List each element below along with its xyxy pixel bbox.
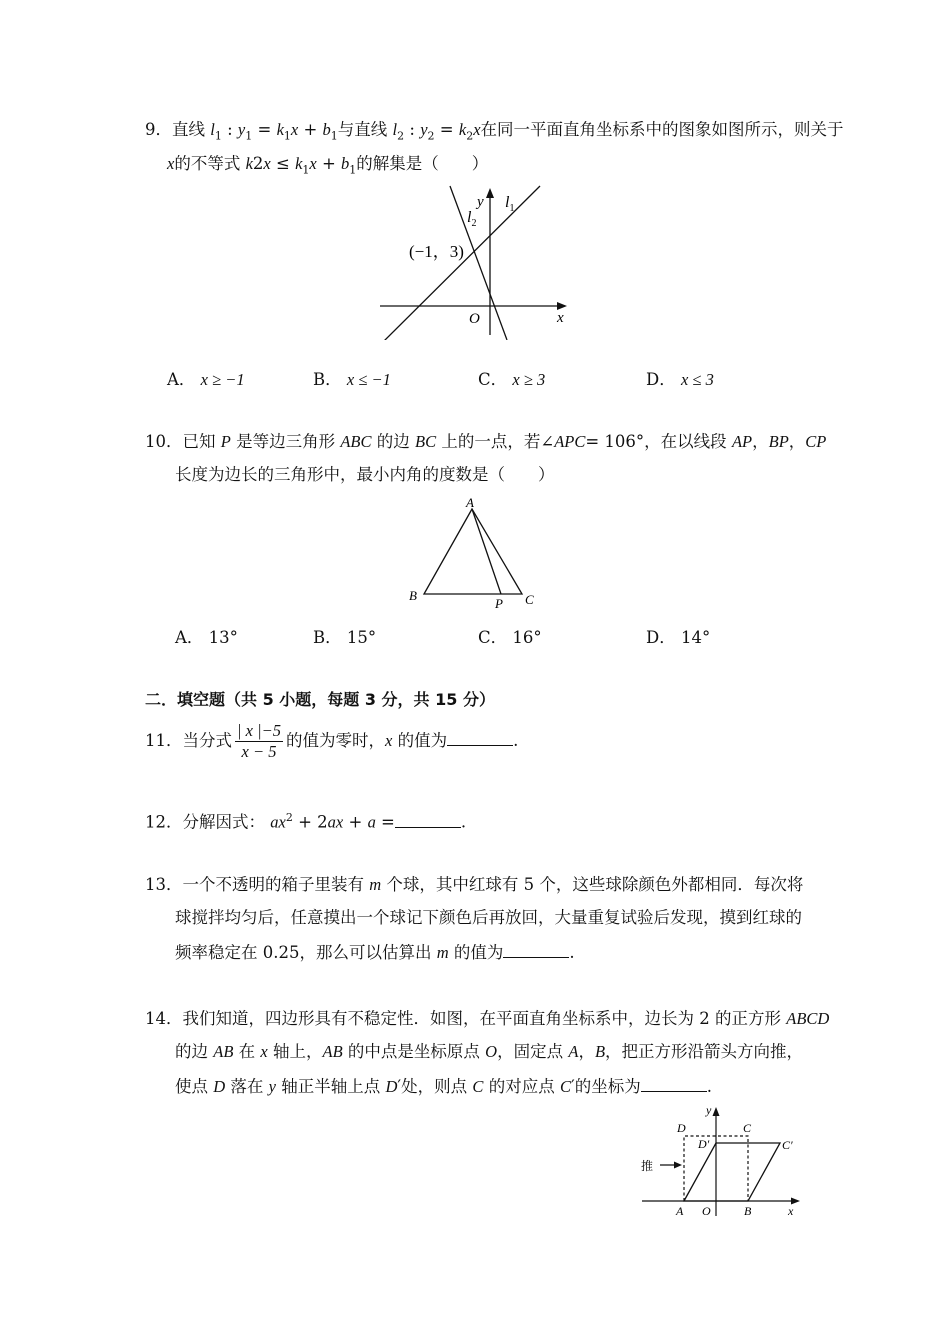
- point-c-label: C: [743, 1121, 752, 1135]
- q10-option-a[interactable]: A． 13°: [175, 628, 238, 647]
- origin-label: O: [702, 1204, 711, 1218]
- push-arrow-icon: [674, 1162, 682, 1169]
- q14-line2: 的边 AB 在 x 轴上，AB 的中点是坐标原点 O，固定点 A，B，把正方形沿箭头方向推，: [175, 1042, 804, 1061]
- q9-line1: 9．直线 $l_1$ : $y_1 = k_1x + b_1$与直线 $l_2$ : $y_2 = k_2x$在同一平面直角坐标系中的图象如图所示，则关于: [145, 120, 844, 143]
- point-d-label: D: [677, 1121, 686, 1135]
- q10-option-b[interactable]: B． 15°: [313, 628, 377, 647]
- l1-label: $l_1$: [505, 194, 515, 214]
- fraction: $\frac{| x |-5}{x - 5}$: [237, 721, 282, 761]
- vertex-b-label: B: [409, 588, 417, 603]
- line-l1: [383, 186, 540, 340]
- y-axis-label: y: [706, 1103, 712, 1117]
- point-c-prime-label: C′: [782, 1138, 793, 1152]
- q12-line: 12．分解因式： $ax^2 + 2ax + a$ = .: [145, 811, 467, 832]
- triangle-abc: [424, 509, 522, 594]
- q9-option-d[interactable]: D． x ≤ 3: [646, 370, 714, 389]
- q14-line1: 14．我们知道，四边形具有不稳定性．如图，在平面直角坐标系中，边长为 2 的正方形 ABCD: [145, 1009, 830, 1028]
- q10-triangle-figure: [402, 494, 552, 612]
- question-number: 9．: [145, 120, 172, 139]
- y-axis-arrow-icon: [486, 188, 494, 198]
- x-axis-label: x: [557, 310, 564, 326]
- question-number: 10．: [145, 432, 183, 451]
- point-p-label: P: [495, 596, 503, 611]
- q14-square-figure: [636, 1098, 811, 1223]
- intersection-point-label: (−1，3): [409, 242, 464, 261]
- origin-label: O: [469, 311, 480, 327]
- q10-option-d[interactable]: D． 14°: [646, 628, 711, 647]
- point-a-label: A: [676, 1204, 684, 1218]
- section-title: 二．填空题（共 5 小题，每题 3 分，共 15 分）: [145, 690, 495, 709]
- push-label: 推: [641, 1159, 654, 1173]
- x-axis-label: x: [788, 1204, 794, 1218]
- vertex-a-label: A: [466, 495, 474, 510]
- q10-line1: 10．已知 P 是等边三角形 ABC 的边 BC 上的一点，若∠APC= 106°，在以线段 AP，BP，CP: [145, 432, 827, 451]
- y-axis-arrow-icon: [713, 1107, 720, 1116]
- question-number: 14．: [145, 1009, 183, 1028]
- l2-label: $l_2$: [467, 209, 477, 229]
- y-axis-label: y: [477, 194, 484, 210]
- q14-line3: 使点 D 落在 y 轴正半轴上点 D′处，则点 C 的对应点 C′的坐标为 .: [175, 1077, 712, 1096]
- q11-line: 11．当分式 $\frac{| x |-5}{x - 5}$ 的值为零时，x 的值为 .: [145, 721, 519, 761]
- x-axis-arrow-icon: [557, 302, 567, 310]
- question-number: 11．: [145, 731, 183, 750]
- q13-line2: 球搅拌均匀后，任意摸出一个球记下颜色后再放回，大量重复试验后发现，摸到红球的: [175, 908, 802, 927]
- vertex-c-label: C: [525, 592, 534, 607]
- point-b-label: B: [744, 1204, 752, 1218]
- q10-option-c[interactable]: C． 16°: [478, 628, 542, 647]
- answer-blank[interactable]: [503, 941, 569, 958]
- q9-line2: x的不等式 $k2x \le k_1x + b_1$的解集是（ ）: [167, 154, 489, 177]
- question-number: 13．: [145, 875, 183, 894]
- q9-option-b[interactable]: B． x ≤ −1: [313, 370, 391, 389]
- question-number: 12．: [145, 812, 183, 832]
- answer-blank[interactable]: [395, 811, 461, 828]
- q9-option-c[interactable]: C． x ≥ 3: [478, 370, 546, 389]
- parallelogram: [684, 1143, 780, 1201]
- q13-line3: 频率稳定在 0.25，那么可以估算出 m 的值为 .: [175, 943, 575, 962]
- q10-line2: 长度为边长的三角形中，最小内角的度数是（ ）: [175, 465, 555, 484]
- point-d-prime-label: D′: [698, 1137, 710, 1151]
- q9-graph: [375, 180, 575, 340]
- q13-line1: 13．一个不透明的箱子里装有 m 个球，其中红球有 5 个，这些球除颜色外都相同．每次将: [145, 875, 804, 894]
- answer-blank[interactable]: [447, 729, 513, 746]
- answer-blank[interactable]: [641, 1075, 707, 1092]
- q9-option-a[interactable]: A． x ≥ −1: [167, 370, 245, 389]
